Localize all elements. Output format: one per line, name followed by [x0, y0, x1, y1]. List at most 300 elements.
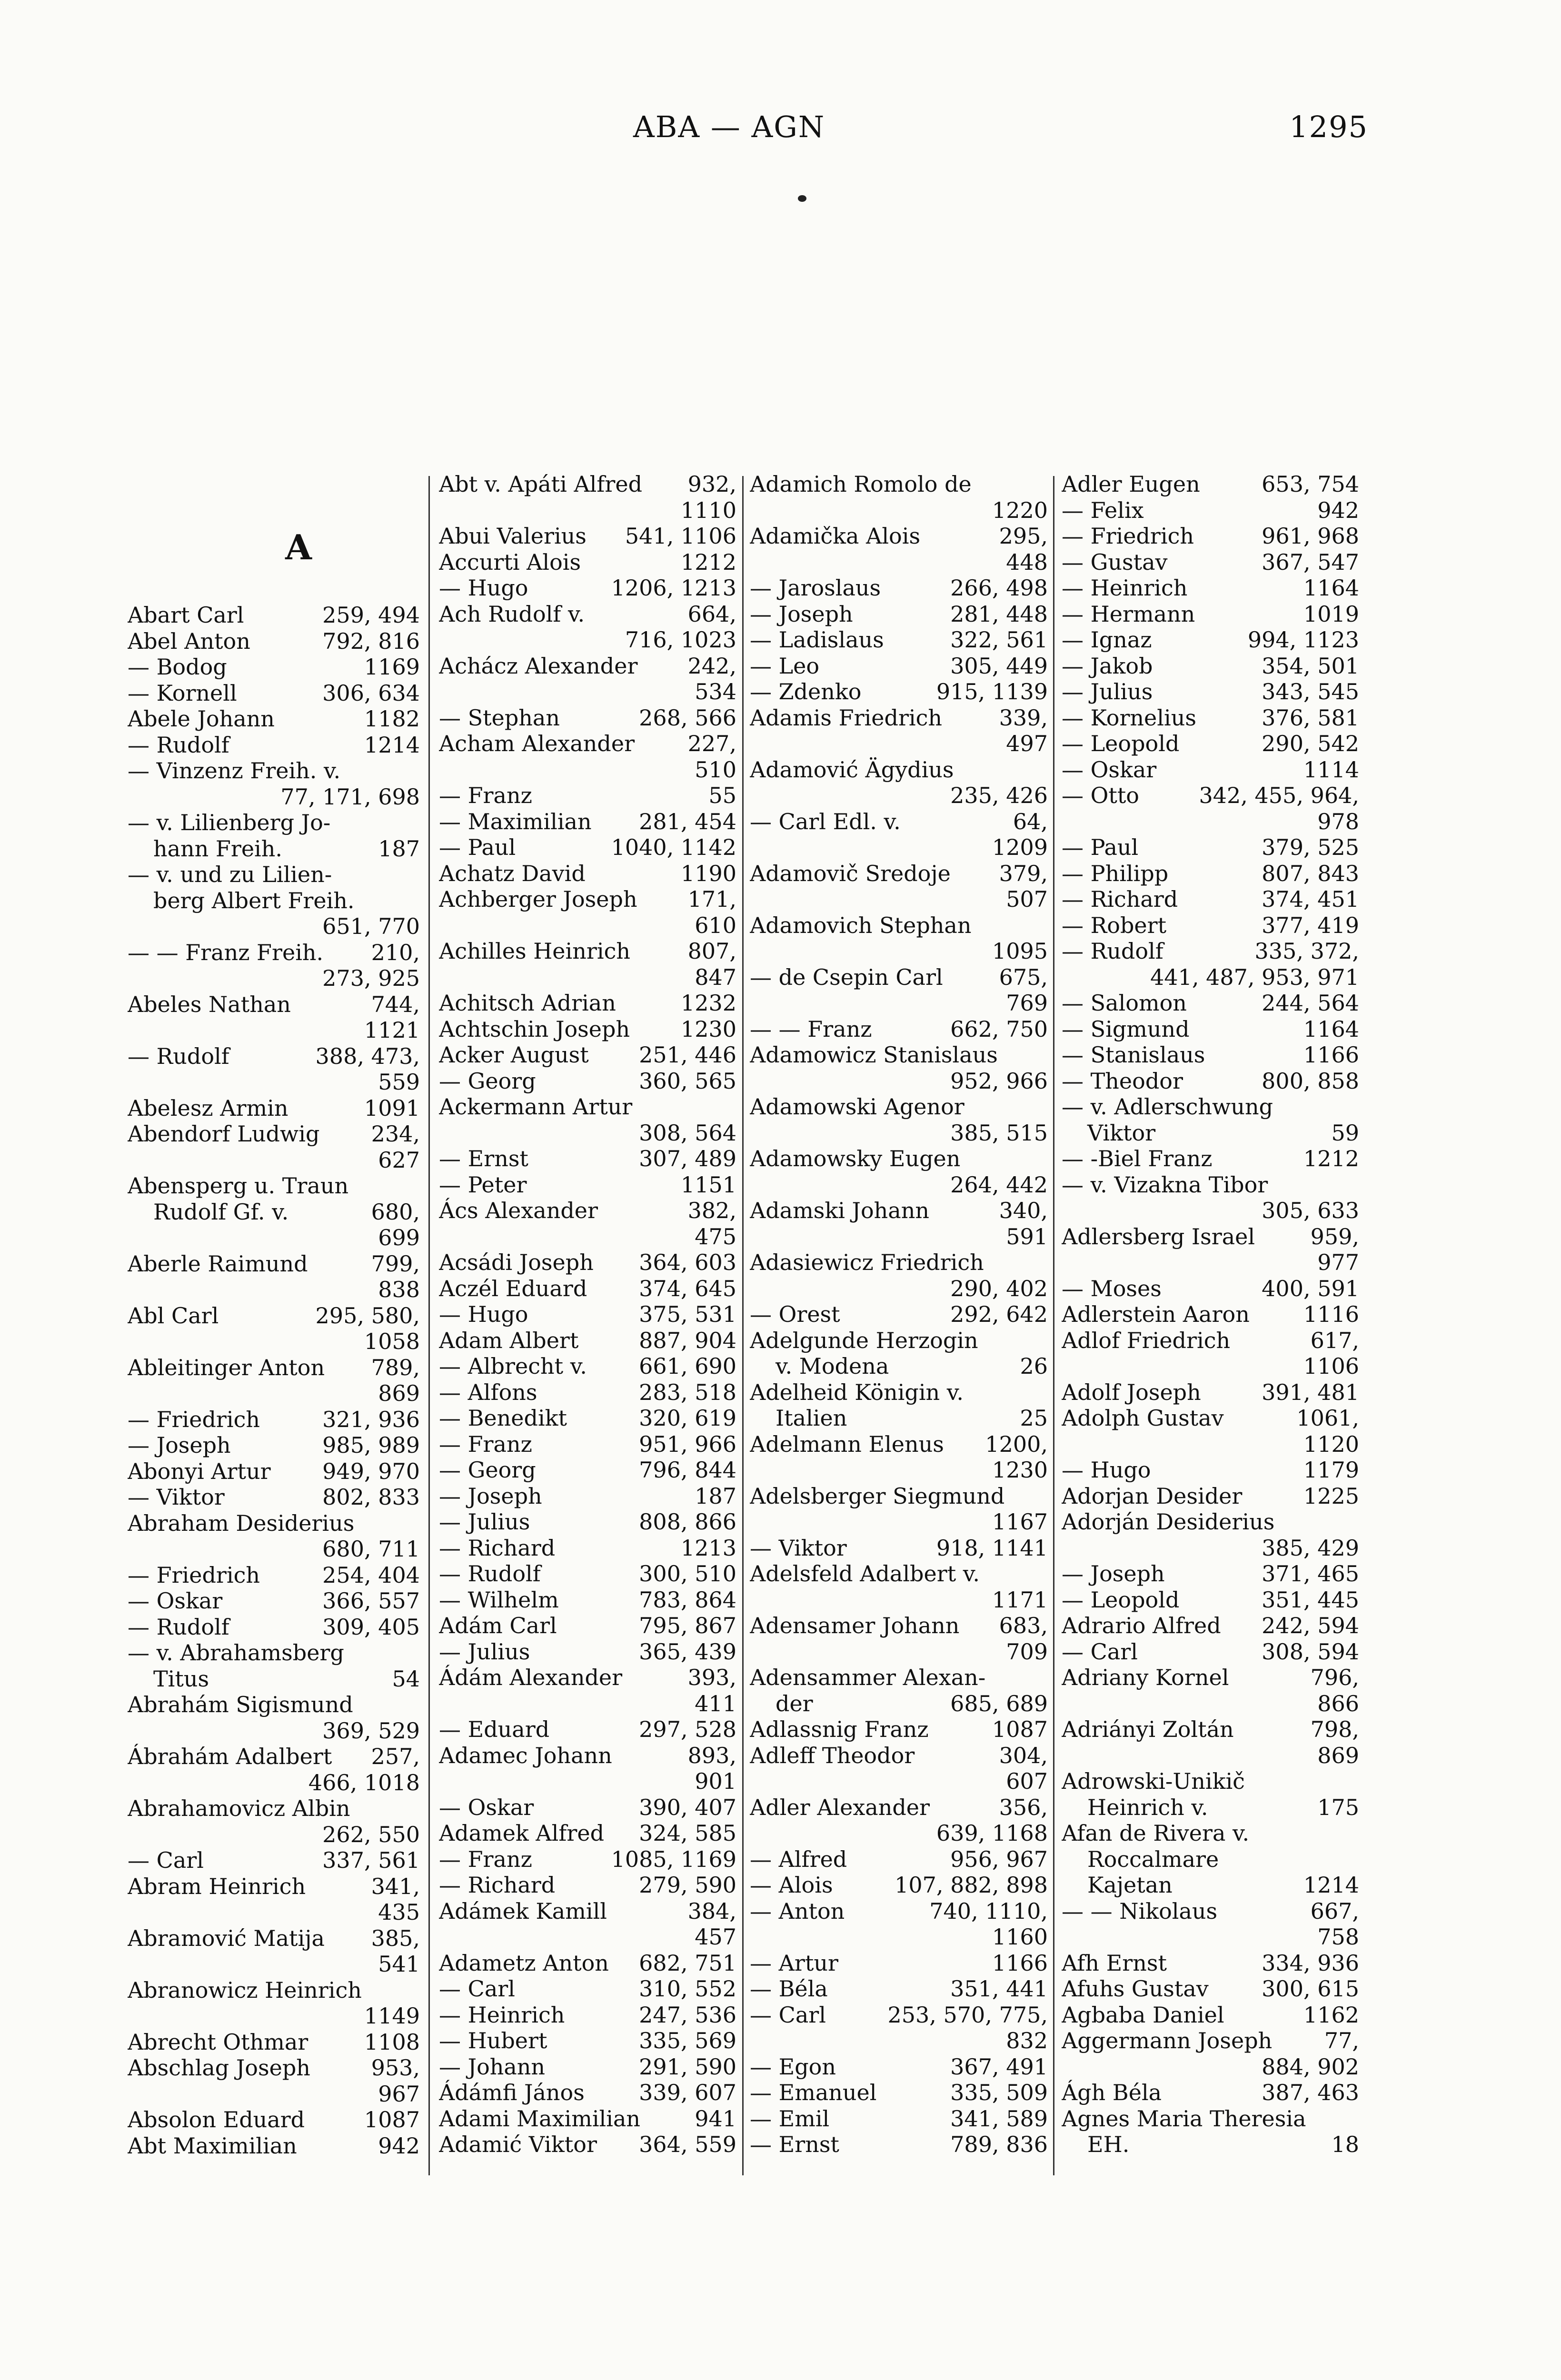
index-entry [1062, 523, 1359, 549]
index-entry [128, 1822, 420, 1848]
index-entry [1062, 2002, 1359, 2028]
index-entry [128, 628, 420, 654]
entry-name: Adamovič Sredoje [750, 860, 951, 886]
entry-pages: 789, [371, 1354, 420, 1380]
index-entry [1062, 2132, 1359, 2158]
index-entry [1062, 964, 1359, 991]
index-entry [128, 888, 420, 914]
entry-pages: 291, 590 [639, 2053, 736, 2080]
entry-name: — Rudolf [1062, 938, 1163, 964]
entry-name: — Leopold [1062, 1587, 1180, 1613]
index-entry [1062, 1846, 1359, 1873]
index-entry [128, 1199, 420, 1225]
entry-name: Absolon Eduard [128, 2107, 305, 2132]
entry-name: Adleff Theodor [750, 1742, 915, 1768]
entry-name: Ackermann Artur [439, 1094, 633, 1120]
entry-name: — Oskar [1062, 756, 1157, 783]
index-entry [128, 1355, 420, 1381]
index-entry [750, 964, 1048, 991]
entry-name: — Julius [1062, 679, 1153, 704]
entry-name: Aggermann Joseph [1062, 2028, 1273, 2053]
index-entry [1062, 705, 1359, 731]
entry-name: — Philipp [1062, 860, 1169, 886]
entry-name: — Joseph [439, 1483, 542, 1509]
entry-pages: 1114 [1303, 756, 1359, 783]
entry-pages: 884, 902 [1262, 2053, 1359, 2080]
entry-pages: 795, 867 [639, 1613, 736, 1638]
entry-pages: 244, 564 [1262, 990, 1359, 1016]
entry-pages: 1206, 1213 [611, 575, 736, 601]
index-entry [750, 757, 1048, 783]
entry-name: Achtschin Joseph [439, 1016, 630, 1042]
entry-name: Achatz David [439, 860, 586, 886]
index-entry [439, 1016, 736, 1042]
entry-pages: 290, 542 [1262, 731, 1359, 756]
entry-name: — Moses [1062, 1275, 1162, 1301]
entry-pages: 497 [1006, 731, 1048, 756]
entry-pages: 343, 545 [1262, 679, 1359, 704]
index-entry [128, 1173, 420, 1199]
entry-pages: 264, 442 [950, 1171, 1048, 1198]
index-entry [750, 886, 1048, 912]
entry-pages: 639, 1168 [936, 1820, 1048, 1846]
entry-pages: 967 [378, 2081, 420, 2107]
index-entry [439, 1301, 736, 1328]
index-entry [439, 679, 736, 705]
entry-name: — Hermann [1062, 601, 1195, 627]
entry-name: Adelsfeld Adalbert v. [750, 1561, 980, 1587]
entry-pages: 475 [695, 1223, 736, 1250]
entry-name: — Paul [439, 834, 516, 860]
entry-name: — Friedrich [1062, 523, 1194, 549]
index-entry [439, 1094, 736, 1120]
running-head: ABA — AGN [633, 109, 825, 144]
entry-pages: 1230 [992, 1457, 1048, 1483]
entry-pages: 297, 528 [639, 1716, 736, 1742]
entry-name: — Jakob [1062, 653, 1153, 679]
entry-name: — Emanuel [750, 2080, 877, 2105]
entry-pages: 283, 518 [639, 1379, 736, 1405]
entry-pages: 1106 [1303, 1353, 1359, 1379]
entry-name: — Anton [750, 1898, 845, 1924]
index-entry [750, 1301, 1048, 1328]
entry-name: Adamowicz Stanislaus [750, 1042, 998, 1068]
index-entry [750, 1198, 1048, 1224]
entry-pages: 187 [378, 835, 420, 862]
index-entry [439, 1224, 736, 1250]
index-entry [439, 523, 736, 549]
index-entry [1062, 1691, 1359, 1717]
index-entry [1062, 2080, 1359, 2106]
entry-name: Abele Johann [128, 706, 275, 732]
entry-name: — Georg [439, 1068, 536, 1094]
index-entry [128, 810, 420, 836]
entry-pages: 716, 1023 [625, 627, 736, 653]
entry-pages: 295, [999, 523, 1048, 549]
entry-pages: 808, 866 [639, 1509, 736, 1535]
entry-pages: 369, 529 [322, 1717, 420, 1744]
entry-pages: 441, 487, 953, 971 [1150, 964, 1359, 990]
index-entry [750, 1353, 1048, 1379]
entry-pages: 295, 580, [315, 1302, 420, 1329]
entry-pages: 699 [378, 1225, 420, 1250]
index-entry [1062, 1483, 1359, 1509]
index-entry [439, 1924, 736, 1950]
index-entry [439, 1146, 736, 1172]
entry-name: — Ernst [750, 2132, 839, 2157]
entry-pages: 64, [1013, 808, 1048, 834]
entry-name: Adametz Anton [439, 1950, 609, 1976]
entry-name: — v. Abrahamsberg [128, 1640, 344, 1666]
entry-name: Ableitinger Anton [128, 1354, 325, 1380]
index-entry [128, 2029, 420, 2055]
entry-name: — Leopold [1062, 731, 1180, 756]
index-entry [128, 1303, 420, 1329]
entry-pages: 268, 566 [639, 704, 736, 731]
index-entry [128, 1847, 420, 1874]
entry-pages: 661, 690 [639, 1353, 736, 1379]
index-entry [1062, 809, 1359, 835]
index-entry [439, 1795, 736, 1821]
index-entry [1062, 2028, 1359, 2054]
entry-name: Adolf Joseph [1062, 1379, 1201, 1405]
index-entry [1062, 471, 1359, 497]
index-entry [439, 1898, 736, 1924]
index-entry [128, 1017, 420, 1043]
index-entry [1062, 1587, 1359, 1613]
entry-pages: 838 [378, 1277, 420, 1302]
entry-pages: 339, [999, 704, 1048, 731]
entry-pages: 309, 405 [322, 1614, 420, 1640]
index-entry [439, 1846, 736, 1873]
entry-pages: 290, 402 [950, 1275, 1048, 1301]
index-entry [750, 1535, 1048, 1561]
entry-pages: 685, 689 [950, 1690, 1048, 1716]
entry-pages: 360, 565 [639, 1068, 736, 1094]
entry-name: Aberle Raimund [128, 1250, 308, 1277]
index-entry [439, 1587, 736, 1613]
entry-name: Adelsberger Siegmund [750, 1483, 1005, 1509]
entry-name: — de Csepin Carl [750, 964, 943, 990]
entry-name: — Bodog [128, 654, 227, 680]
entry-name: — Béla [750, 1976, 828, 2002]
entry-name: — Oskar [439, 1794, 534, 1820]
index-entry [128, 1614, 420, 1640]
index-entry [439, 471, 736, 497]
entry-name: — Hugo [439, 575, 528, 601]
entry-pages: 675, [999, 964, 1048, 990]
entry-pages: 1200, [985, 1431, 1048, 1457]
entry-name: Adamowsky Eugen [750, 1146, 961, 1171]
entry-name: Adamovich Stephan [750, 912, 972, 938]
index-entry [128, 706, 420, 732]
entry-pages: 340, [999, 1198, 1048, 1223]
entry-name: Achilles Heinrich [439, 938, 630, 964]
entry-pages: 457 [695, 1924, 736, 1950]
index-entry [1062, 627, 1359, 653]
entry-pages: 1149 [364, 2003, 420, 2029]
entry-name: Agbaba Daniel [1062, 2002, 1224, 2028]
entry-pages: 1179 [1303, 1457, 1359, 1483]
index-entry [1062, 1872, 1359, 1898]
entry-name: — Joseph [750, 601, 853, 627]
index-entry [439, 1172, 736, 1198]
entry-pages: 466, 1018 [308, 1769, 420, 1795]
entry-pages: 387, 463 [1262, 2080, 1359, 2105]
index-entry [750, 1872, 1048, 1898]
entry-name: Acham Alexander [439, 731, 635, 756]
entry-pages: 1214 [364, 732, 420, 758]
entry-name: — Egon [750, 2053, 836, 2080]
index-entry [1062, 549, 1359, 575]
entry-name: — Jaroslaus [750, 575, 881, 601]
entry-pages: 799, [371, 1250, 420, 1277]
index-entry [128, 965, 420, 992]
entry-pages: 374, 451 [1262, 886, 1359, 912]
index-entry [128, 913, 420, 940]
entry-pages: 266, 498 [950, 575, 1048, 601]
index-entry [750, 1976, 1048, 2002]
index-entry [1062, 1431, 1359, 1458]
entry-name: — Theodor [1062, 1068, 1183, 1094]
entry-name: — Gustav [1062, 549, 1168, 575]
index-entry [128, 1770, 420, 1796]
entry-pages: 953, [371, 2055, 420, 2081]
entry-pages: 1209 [992, 834, 1048, 860]
entry-name: Adriányi Zoltán [1062, 1716, 1234, 1742]
index-entry [439, 1691, 736, 1717]
index-entry [128, 2003, 420, 2029]
entry-name: Achitsch Adrian [439, 990, 616, 1016]
entry-pages: 807, [687, 938, 736, 964]
entry-pages: 367, 547 [1262, 549, 1359, 575]
entry-name: — — Franz [750, 1016, 872, 1042]
entry-name: — Stephan [439, 704, 560, 731]
entry-name: — Stanislaus [1062, 1042, 1205, 1068]
entry-name: Ács Alexander [439, 1198, 598, 1223]
entry-pages: 281, 448 [950, 601, 1048, 627]
entry-pages: 1182 [364, 706, 420, 732]
entry-name: Adelmann Elenus [750, 1431, 944, 1457]
index-entry [1062, 1353, 1359, 1379]
index-entry [439, 1509, 736, 1535]
index-entry [750, 1457, 1048, 1483]
entry-name: — Carl [1062, 1638, 1138, 1665]
entry-name: Adamić Viktor [439, 2132, 597, 2157]
entry-pages: 375, 531 [639, 1301, 736, 1327]
entry-name: Ádámfi János [439, 2080, 585, 2105]
entry-name: Acsádi Joseph [439, 1250, 594, 1275]
entry-name: hann Freih. [153, 835, 283, 862]
entry-pages: 1061, [1296, 1405, 1359, 1431]
entry-pages: 1091 [364, 1095, 420, 1121]
index-entry [439, 1639, 736, 1665]
entry-pages: 1151 [680, 1171, 736, 1198]
entry-pages: 709 [1006, 1638, 1048, 1665]
index-entry [750, 1379, 1048, 1406]
entry-name: v. Modena [776, 1353, 889, 1379]
entry-name: Abonyi Artur [128, 1458, 271, 1484]
index-entry [1062, 679, 1359, 705]
entry-name: — Otto [1062, 783, 1139, 808]
entry-name: — Friedrich [128, 1562, 260, 1588]
entry-pages: 1162 [1303, 2002, 1359, 2028]
entry-name: Viktor [1087, 1120, 1156, 1146]
index-entry [1062, 1042, 1359, 1068]
entry-name: — Heinrich [1062, 575, 1188, 601]
entry-name: Adlof Friedrich [1062, 1327, 1231, 1353]
entry-pages: 949, 970 [322, 1458, 420, 1484]
entry-pages: 798, [1310, 1716, 1359, 1742]
index-entry [1062, 1924, 1359, 1950]
entry-name: — Alois [750, 1872, 833, 1898]
entry-name: Rudolf Gf. v. [153, 1199, 289, 1225]
entry-pages: 847 [695, 964, 736, 990]
entry-name: Roccalmare [1087, 1846, 1219, 1872]
index-entry [1062, 912, 1359, 939]
entry-pages: 385, 515 [950, 1120, 1048, 1146]
index-entry [439, 1457, 736, 1483]
index-entry [439, 1431, 736, 1458]
entry-pages: 769 [1006, 990, 1048, 1016]
entry-name: — Salomon [1062, 990, 1187, 1016]
entry-name: Adlerstein Aaron [1062, 1301, 1250, 1327]
entry-pages: 942 [378, 2132, 420, 2159]
entry-name: — Carl Edl. v. [750, 808, 901, 834]
entry-name: — Carl [750, 2002, 826, 2028]
entry-name: Agnes Maria Theresia [1062, 2105, 1306, 2132]
index-entry [1062, 1768, 1359, 1795]
entry-pages: 376, 581 [1262, 704, 1359, 731]
entry-pages: 26 [1020, 1353, 1048, 1379]
entry-pages: 374, 645 [639, 1275, 736, 1301]
entry-pages: 310, 552 [639, 1976, 736, 2002]
entry-name: Abeles Nathan [128, 991, 291, 1017]
entry-pages: 591 [1006, 1223, 1048, 1250]
index-entry [439, 2080, 736, 2106]
index-entry [1062, 1016, 1359, 1042]
ink-dot [798, 195, 806, 202]
index-entry [1062, 1795, 1359, 1821]
index-entry [1062, 1379, 1359, 1406]
index-entry [1062, 1898, 1359, 1924]
entry-name: Adasiewicz Friedrich [750, 1250, 984, 1275]
index-entry [439, 1483, 736, 1509]
entry-pages: 1232 [680, 990, 736, 1016]
index-entry [439, 1613, 736, 1639]
index-entry [128, 2107, 420, 2133]
index-entry [128, 1043, 420, 1070]
index-entry [128, 1069, 420, 1095]
entry-pages: 683, [999, 1613, 1048, 1638]
index-entry [439, 1743, 736, 1769]
entry-pages: 379, 525 [1262, 834, 1359, 860]
index-entry [750, 809, 1048, 835]
entry-name: Adrario Alfred [1062, 1613, 1221, 1638]
index-entry [1062, 1613, 1359, 1639]
entry-pages: 385, 429 [1262, 1535, 1359, 1561]
entry-pages: 334, 936 [1262, 1950, 1359, 1976]
index-entry [750, 1068, 1048, 1094]
index-entry [750, 1613, 1048, 1639]
entry-name: — Orest [750, 1301, 840, 1327]
entry-pages: 364, 559 [639, 2132, 736, 2157]
entry-pages: 385, [371, 1925, 420, 1951]
index-entry [128, 602, 420, 628]
entry-name: Titus [153, 1666, 209, 1692]
entry-pages: 337, 561 [322, 1847, 420, 1873]
index-entry [750, 1898, 1048, 1924]
index-entry [1062, 1820, 1359, 1846]
index-entry [439, 601, 736, 627]
index-entry [439, 2132, 736, 2158]
entry-name: Ach Rudolf v. [439, 601, 585, 627]
entry-name: — Viktor [750, 1535, 847, 1561]
index-entry [750, 653, 1048, 679]
entry-pages: 807, 843 [1262, 860, 1359, 886]
entry-pages: 356, [999, 1794, 1048, 1820]
index-entry [128, 1588, 420, 1614]
entry-pages: 1169 [364, 654, 420, 680]
index-entry [1062, 1561, 1359, 1587]
entry-pages: 941 [695, 2105, 736, 2132]
entry-pages: 887, 904 [639, 1327, 736, 1353]
entry-pages: 1108 [364, 2029, 420, 2055]
entry-name: — Kornell [128, 680, 237, 706]
index-column-2 [439, 471, 736, 2175]
entry-pages: 377, 419 [1262, 912, 1359, 938]
index-entry [439, 1198, 736, 1224]
entry-pages: 322, 561 [950, 627, 1048, 653]
index-entry [128, 1640, 420, 1666]
entry-pages: 335, 509 [950, 2080, 1048, 2105]
entry-name: Adam Albert [439, 1327, 579, 1353]
entry-pages: 187 [695, 1483, 736, 1509]
index-entry [1062, 575, 1359, 601]
index-entry [128, 1095, 420, 1121]
index-entry [750, 1042, 1048, 1068]
entry-name: Abrahám Sigismund [128, 1692, 353, 1717]
index-entry [1062, 1146, 1359, 1172]
index-entry [128, 1795, 420, 1822]
index-entry [750, 549, 1048, 575]
index-entry [750, 1016, 1048, 1042]
entry-name: Ágh Béla [1062, 2080, 1162, 2105]
entry-name: Adolph Gustav [1062, 1405, 1224, 1431]
entry-name: Abrahamovicz Albin [128, 1795, 350, 1821]
entry-name: Abel Anton [128, 628, 250, 654]
entry-name: Afuhs Gustav [1062, 1976, 1209, 2002]
entry-pages: 915, 1139 [936, 679, 1048, 704]
entry-pages: 335, 372, [1254, 938, 1359, 964]
entry-pages: 744, [371, 991, 420, 1017]
index-entry [439, 653, 736, 679]
entry-pages: 893, [687, 1742, 736, 1768]
entry-pages: 411 [695, 1690, 736, 1716]
index-entry [1062, 1068, 1359, 1094]
index-entry [750, 1716, 1048, 1743]
entry-name: — Franz [439, 783, 532, 808]
entry-pages: 1121 [364, 1017, 420, 1043]
entry-name: Abschlag Joseph [128, 2055, 310, 2081]
entry-name: — Robert [1062, 912, 1167, 938]
index-entry [1062, 2106, 1359, 2132]
entry-name: Adler Eugen [1062, 471, 1200, 497]
index-entry [128, 1121, 420, 1147]
index-column-3 [750, 471, 1048, 2175]
entry-pages: 279, 590 [639, 1872, 736, 1898]
entry-pages: 300, 510 [639, 1561, 736, 1587]
